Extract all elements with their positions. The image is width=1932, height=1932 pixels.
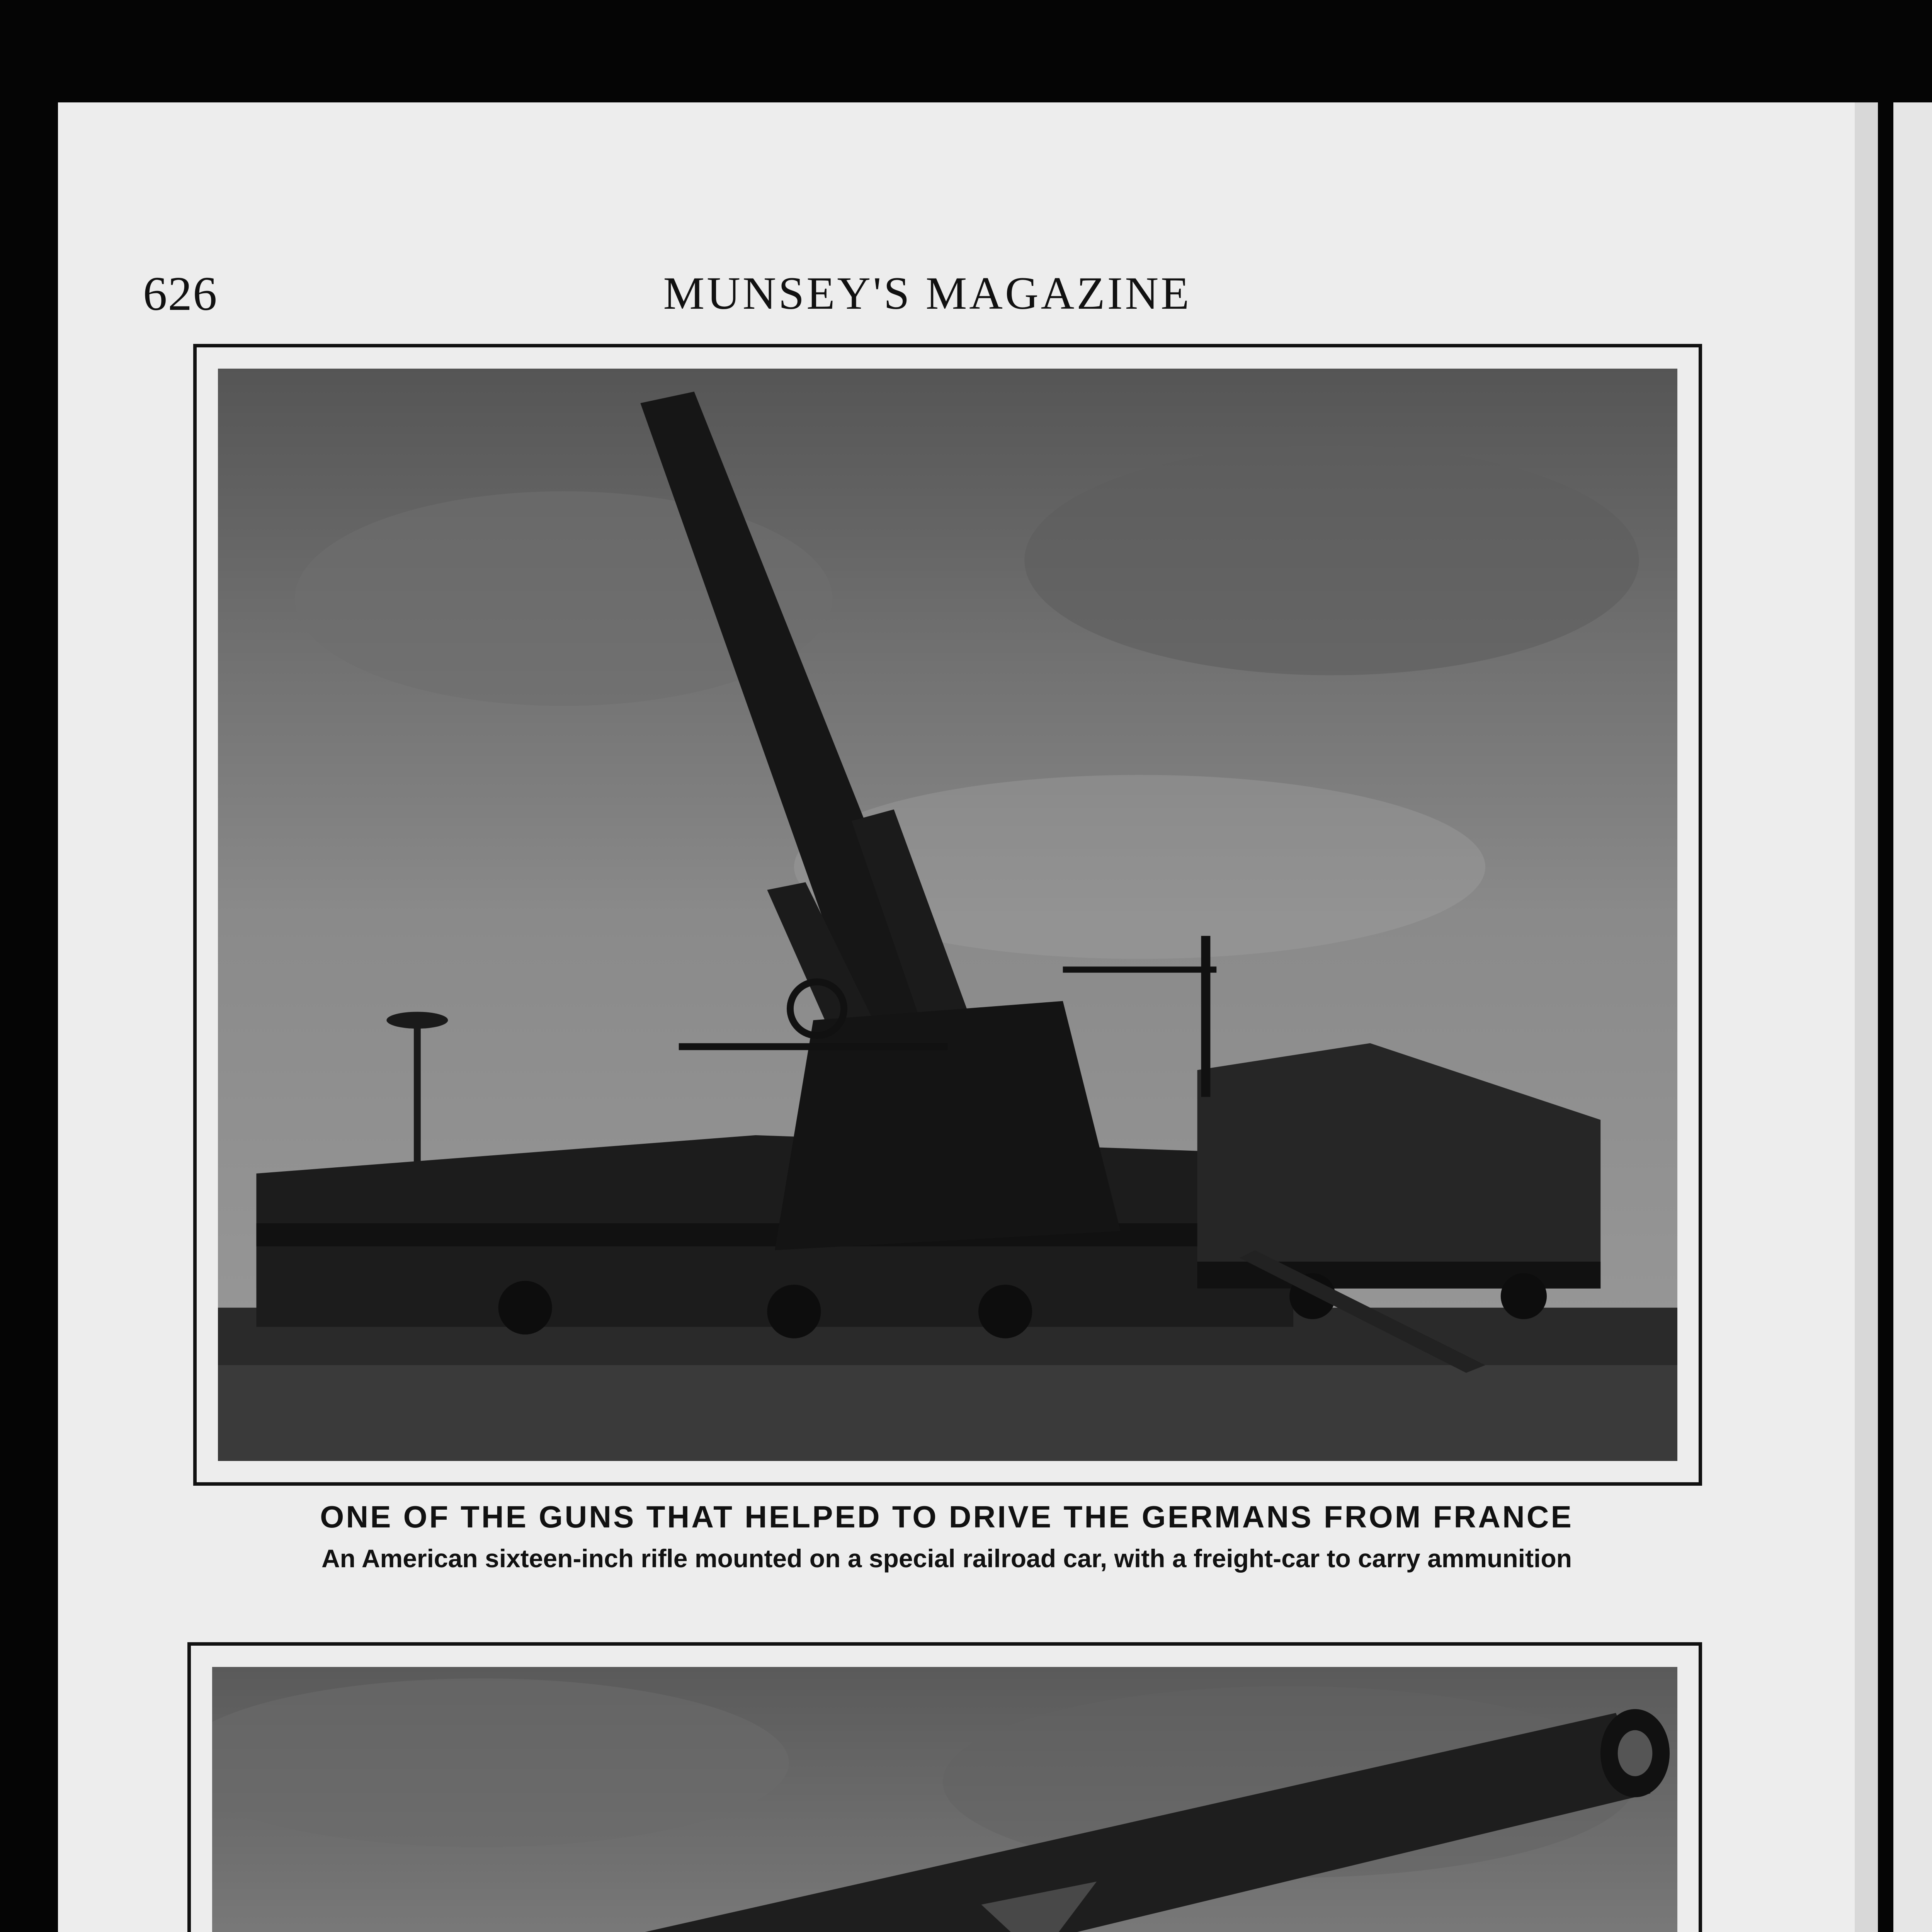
page-number: 626 [143,267,218,321]
caption-text-railroad-gun: An American sixteen-inch rifle mounted on a special railroad car, with a freight-car to carry ammunition [321,1544,1572,1573]
running-head: MUNSEY'S MAGAZINE [663,267,1192,319]
caption-title-railroad-gun: ONE OF THE GUNS THAT HELPED TO DRIVE THE GERMANS FROM FRANCE [320,1500,1573,1534]
photo-wheeled-guns [212,1667,1677,1932]
photo-frame-wheeled-guns [187,1642,1702,1932]
photo-railroad-gun [218,369,1677,1461]
facing-page-edge [1893,102,1932,1932]
page-spine [1855,102,1878,1932]
photo-frame-railroad-gun [193,344,1702,1486]
